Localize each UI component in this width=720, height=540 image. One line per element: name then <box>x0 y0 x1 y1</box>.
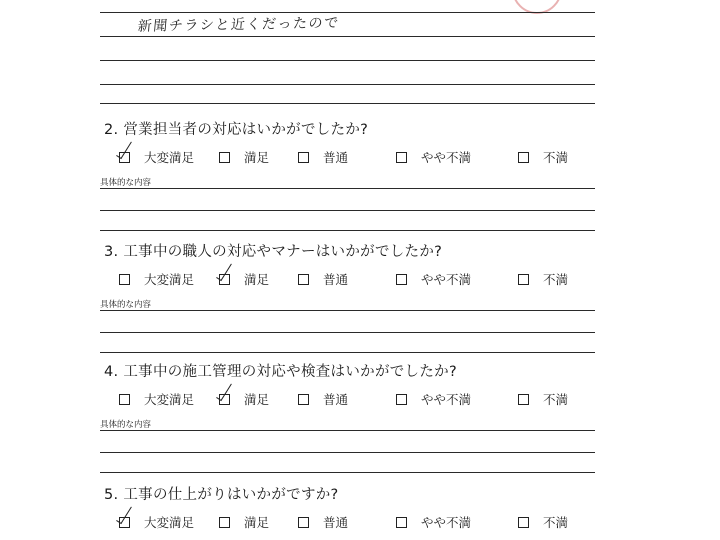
option-label: 不満 <box>543 392 569 407</box>
option-4[interactable] <box>396 270 489 288</box>
option-2[interactable] <box>219 390 280 408</box>
option-2[interactable] <box>219 513 280 531</box>
checkbox[interactable] <box>298 274 309 285</box>
option-label: やや不満 <box>421 272 472 287</box>
option-label: 大変満足 <box>144 272 195 287</box>
option-4[interactable] <box>396 148 489 166</box>
answer-line <box>100 188 595 189</box>
option-label: 満足 <box>244 515 270 530</box>
question-text: 5. 工事の仕上がりはいかがですか? <box>104 487 339 503</box>
answer-line <box>100 430 595 431</box>
answer-line <box>100 332 595 333</box>
option-label: 不満 <box>543 515 569 530</box>
option-label: 普通 <box>323 272 349 287</box>
q1-handwritten-answer: 新聞チラシと近くだったので <box>137 15 341 35</box>
checkbox[interactable] <box>119 394 130 405</box>
option-5[interactable] <box>518 148 581 166</box>
checkbox[interactable] <box>119 517 130 528</box>
option-3[interactable] <box>298 270 363 288</box>
checkbox[interactable] <box>518 394 529 405</box>
answer-line <box>100 84 595 85</box>
checkbox[interactable] <box>219 517 230 528</box>
option-label: 不満 <box>543 272 569 287</box>
option-5[interactable] <box>518 513 581 531</box>
question-text: 3. 工事中の職人の対応やマナーはいかがでしたか? <box>104 244 443 260</box>
detail-label: 具体的な内容 <box>100 178 152 188</box>
answer-line <box>100 230 595 231</box>
answer-line <box>100 452 595 453</box>
option-4[interactable] <box>396 390 489 408</box>
option-label: 普通 <box>323 392 349 407</box>
option-5[interactable] <box>518 390 581 408</box>
option-label: 満足 <box>244 392 270 407</box>
checkbox[interactable] <box>518 152 529 163</box>
answer-line <box>100 352 595 353</box>
answer-line <box>100 472 595 473</box>
option-3[interactable] <box>298 513 363 531</box>
checkbox[interactable] <box>298 394 309 405</box>
option-label: 不満 <box>543 150 569 165</box>
question-text: 4. 工事中の施工管理の対応や検査はいかがでしたか? <box>104 364 457 380</box>
checkbox[interactable] <box>518 517 529 528</box>
checkbox[interactable] <box>219 152 230 163</box>
option-label: 大変満足 <box>144 515 195 530</box>
option-2[interactable] <box>219 270 280 288</box>
checkbox[interactable] <box>219 394 230 405</box>
checkbox[interactable] <box>219 274 230 285</box>
option-1[interactable] <box>119 270 206 288</box>
option-5[interactable] <box>518 270 581 288</box>
option-3[interactable] <box>298 148 363 166</box>
checkbox[interactable] <box>119 274 130 285</box>
option-3[interactable] <box>298 390 363 408</box>
checkbox[interactable] <box>396 517 407 528</box>
answer-line <box>100 60 595 61</box>
option-label: 大変満足 <box>144 392 195 407</box>
detail-label: 具体的な内容 <box>100 420 152 430</box>
option-label: 普通 <box>323 150 349 165</box>
option-4[interactable] <box>396 513 489 531</box>
option-label: やや不満 <box>421 392 472 407</box>
option-1[interactable] <box>119 148 206 166</box>
option-label: 大変満足 <box>144 150 195 165</box>
option-2[interactable] <box>219 148 280 166</box>
question-text: 2. 営業担当者の対応はいかがでしたか? <box>104 122 369 138</box>
option-label: 満足 <box>244 150 270 165</box>
answer-line <box>100 36 595 37</box>
answer-line <box>100 103 595 104</box>
option-label: やや不満 <box>421 150 472 165</box>
checkbox[interactable] <box>298 152 309 163</box>
option-label: 満足 <box>244 272 270 287</box>
option-label: やや不満 <box>421 515 472 530</box>
option-1[interactable] <box>119 513 206 531</box>
checkbox[interactable] <box>298 517 309 528</box>
option-1[interactable] <box>119 390 206 408</box>
answer-line <box>100 310 595 311</box>
checkbox[interactable] <box>518 274 529 285</box>
checkbox[interactable] <box>396 152 407 163</box>
option-label: 普通 <box>323 515 349 530</box>
checkbox[interactable] <box>396 274 407 285</box>
checkbox[interactable] <box>396 394 407 405</box>
detail-label: 具体的な内容 <box>100 300 152 310</box>
answer-line <box>100 12 595 13</box>
checkbox[interactable] <box>119 152 130 163</box>
answer-line <box>100 210 595 211</box>
